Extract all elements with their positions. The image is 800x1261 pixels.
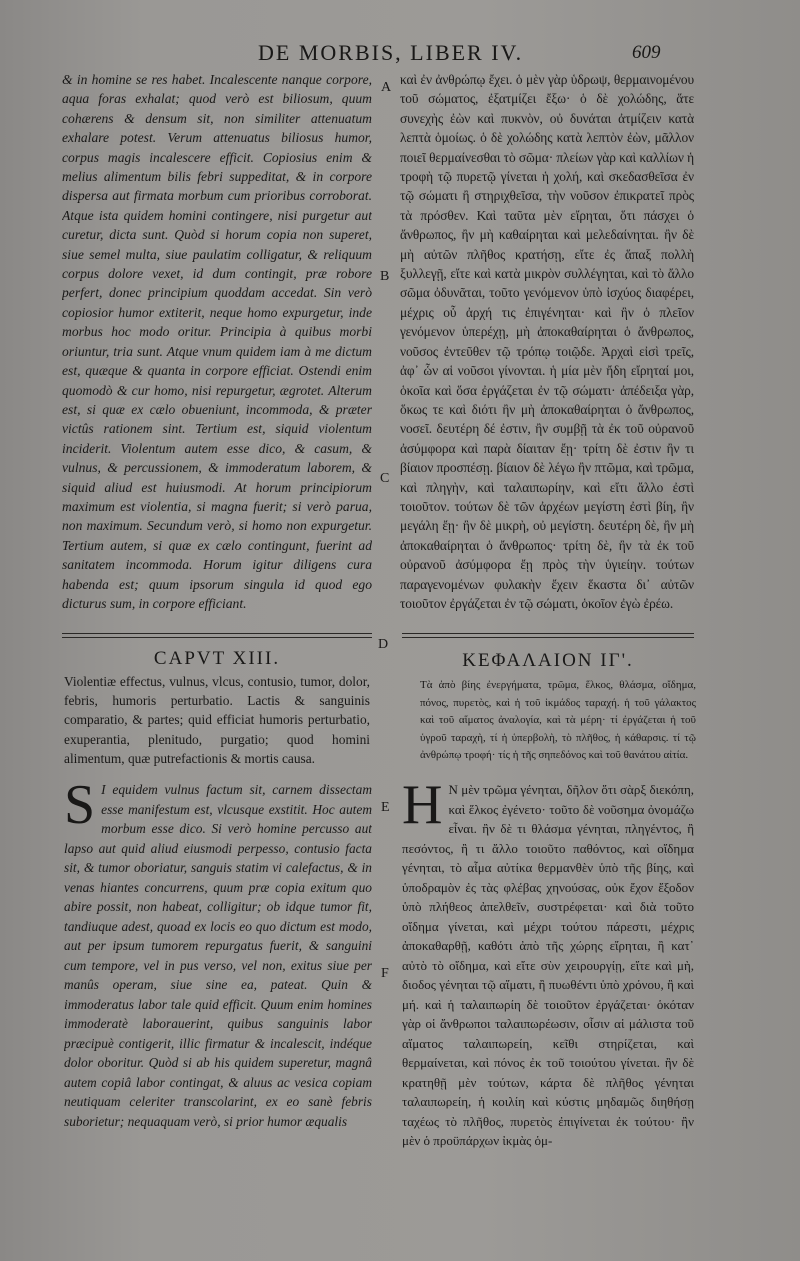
running-head: DE MORBIS, LIBER IV. xyxy=(258,40,524,65)
latin-column-bottom xyxy=(64,780,372,1250)
chapter-heading-latin: CAPVT XIII. xyxy=(153,648,281,669)
latin-column-top xyxy=(62,70,372,624)
chapter-summary-greek: Τὰ ἀπὸ βίης ἐνεργήματα, τρῶμα, ἕλκος, θλάσμα, οἴδημα, πόνος, πυρετὸς, καὶ ἡ τοῦ ἰκμάδος ταραχή. ἡ τοῦ γάλακτος καὶ τοῦ αἵματος ἀναλογία, καὶ τὰ μέρη· τί ἐργάζεται ἡ τοῦ ὑγροῦ ταραχὴ, τί ἡ ὑπερβολὴ, τὸ πλῆθος, ἡ κάθαρσις. τί τῷ ἀνθρώπῳ τροφή· τίς ἡ τῆς σηπεδόνος καὶ τοῦ θανάτου αἰτία. xyxy=(420,679,696,762)
margin-letter-b: B xyxy=(380,269,390,284)
chapter-summary-latin: Violentiæ effectus, vulnus, vlcus, contusio, tumor, dolor, febris, humoris perturbatio. Lactis & sanguinis comparatio, & partes; quid efficiat humoris perturbatio, exuperantia, plenitudo, purgatio; quod homini alimentum, quæ putrefactionis & mortis causa. xyxy=(64,674,370,766)
latin-text-top: & in homine se res habet. Incalescente nanque corpore, aqua foras exhalat; quod verò est biliosum, quum cohærens & densum sit, non similiter attenuatum exhalare potest. Verum attenuatus biliosus humor, corpus magis incalescere efficit. Copiosius enim & melius alimentum bilis febri suppeditat, & in corpore dispersa aut firmata morbum cum prioribus corroborat. Atque ista quidem homini contingere, nisi purgetur aut curetur, dicta sunt. Quòd si horum copia non superet, siue semel multa, siue paulatim colligatur, & reliquum corpus dolore vexet, id dum contingit, præ robore perfert, donec principium quoddam accedat. Sin verò copiosior humor extiterit, neque homo expurgetur, inde morbus hoc modo oritur. Principia à quibus morbi oriuntur, tria sunt. Atque vnum quidem iam à me dictum est, quæque & quanta in corpore efficiat. Ostendi enim quomodò & cur homo, nisi repurgetur, ægrotet. Alterum est, si quæ ex cælo obueniunt, incommoda, & præter victûs rationem sint. Tertium est, siquid violentum inciderit. Violentum autem esse dico, & casum, & vulnus, & percussionem, & immoderatum laborem, & siquid aliud est huiusmodi. At horum principiorum maximum est violentia, si magna fuerit; si verò parua, non maximum. Secundum verò, si homo non expurgetur. Tertium autem, si quæ ex cælo contingunt, fuerint ad sanitatem incommoda. Horum igitur diligens cura habenda est; quum ipsorum singula id quod ego dicturus sum, in corpore efficiant. xyxy=(62,72,372,611)
greek-column-top xyxy=(400,70,694,624)
greek-text-bottom: Ν μὲν τρῶμα γένηται, δῆλον ὅτι σὰρξ διεκόπη, καὶ ἕλκος ἐγένετο· τοῦτο δὲ νοῦσημα ὀνομάζω εἶναι. ἢν δὲ τι θλάσμα γένηται, πληγέντος, ἢ πεσόντος, ἢ τι ἄλλο τοιοῦτο παθόντος, καὶ οἴδημα γένηται, τὸ αἷμα αὐτίκα θερμανθὲν ὑπὸ τῆς βίης, καὶ ὑποδραμὸν ἐς τὰς φλέβας χηνούσας, οὐκ ἔχον ἔξοδον ὑπὸ πλήθεος ἀπελθεῖν, συστρέφεται· καὶ διὰ τοῦτο οἴδημα γίνεται, καὶ μέχρι τούτου πάρεστι, μέχρις ἀποκαθαρθῇ, καθότι ἀπὸ τῆς χώρης εἴρηται, ἢ κατ᾽ αὐτὸ τὸ οἴδημα, καὶ εἴτε σὺν χειρουργίῃ, εἴτε καὶ μὴ, διοδος γένηται τῷ αἵματι, ἢ πυωθέντι ὑπὸ χρόνου, ἢ καὶ μή. καὶ ἡ ταλαιπωρίη δὲ τοιοῦτον ἐργάζεται· ὁκόταν γὰρ οἱ ἄνθρωποι ταλαιπωρέωσιν, οἷσιν αἱ μάλιστα τοῦ αἵματος ταλαιπωρείη, κεῖθι στηρίζεται, καὶ θερμαίνεται, καὶ πόνος ἐκ τοῦ τοιούτου γίνεται. ἢν δὲ κρατηθῇ μὲν τούτων, κάρτα δὲ πλῆθος γένηται ταλαιπωρείη, ἡ κοιλίη καὶ κύστις μηδαμῶς διηθήσῃ ταχέως τὸ πλῆθος, πυρετὸς ἐπιγίνεται ἐκ τούτου· ἢν μὲν ὁ προϋπάρχων ἰκμὰς ὁμ- xyxy=(402,782,694,1148)
section-rule-left xyxy=(62,633,372,634)
section-rule-right-thin xyxy=(402,637,694,638)
chapter-heading-greek: ΚΕΦΑΛΑΙΟΝ ΙΓ'. xyxy=(462,650,634,671)
margin-letter-e: E xyxy=(381,800,390,815)
page-number: 609 xyxy=(632,42,661,63)
greek-dropcap: Η xyxy=(402,780,443,836)
latin-text-bottom: I equidem vulnus factum sit, carnem dissectam esse manifestum est, vlcusque exstitit. Hoc autem morbum esse dico. Si verò homine percusso aut lapso aut quid aliud eiusmodi perpesso, contusio facta sit, & tumor oboriatur, sanguis statim vi calefactus, & in venas hiantes concurrens, quum præ copia exitum quo abire possit, non habeat, colligitur; ob idque tumor fit, tandiuque adest, quoad ex locis eo quo dictum est modo, aut per ipsum tumorem repurgatus fuerit, & sanguini cum tempore, vel in pus verso, vel non, exitus siue per manûs operam, siue sine ea, pateat. Quin & immoderatus labor tale quid efficit. Quum enim homines immoderatè laborauerint, quibus sanguinis labor præcipuè contigerit, illic firmatur & incalescit, indéque dolor oboritur. Quòd si ab his quidem superetur, magnâ autem copiâ labor contingat, & aluus ac vesica copiam neutiquam celeriter transcolarint, ex eo sanè febris suborietur; nequaquam verò, si prior humor æqualis xyxy=(64,782,372,1129)
greek-column-bottom xyxy=(402,780,694,1250)
margin-letter-f: F xyxy=(381,966,389,981)
margin-letter-a: A xyxy=(381,80,392,95)
section-rule-right xyxy=(402,633,694,634)
latin-dropcap: S xyxy=(64,780,96,836)
greek-text-top: καὶ ἐν ἀνθρώπῳ ἔχει. ὁ μὲν γὰρ ὑδρωψ, θερμαινομένου τοῦ σώματος, ἐξατμίζει ἔξω· ὁ δὲ χολώδης, ἅτε συνεχὴς ἐὼν καὶ πυκνὸν, οὐ δυνάται ἀτμίζειν κατὰ λεπτὰ ὁμοίως. ὁ δὲ χολώδης κατὰ λεπτὸν ἐὼν, μᾶλλον ποιεῖ θερμαίνεσθαι τὸ σῶμα· πλείων γὰρ καὶ καλλίων ἡ τροφὴ τῷ πυρετῷ γίνεται ἡ χολή, καὶ σκεδασθεῖσα ἐν τῷ σώματι ἢ στηριχθεῖσα, τὴν νοῦσον ἐπικρατεῖ πρὸς τὰ πρόσθεν. Καὶ ταῦτα μὲν εἴρηται, ὅτι πάσχει ὁ ἄνθρωπος, ἢν μὴ καθαίρηται καὶ μελεδαίνηται. ἢν δὲ μὴ αὐτῶν πλῆθος κρατήσῃ, εἴτε ἐς ἅπαξ πολλὴ ξυλλεγῇ, εἴτε καὶ κατὰ μικρὸν συλλέγηται, καὶ τὸ ἄλλο σῶμα ὀδυνᾶται, τοῦτο γενόμενον ὑπὸ ἰσχύος διαφέρει, μέχρις οὗ ἀρχή τις ἐπιγένηται· καὶ ἢν ὁ πλεῖον γενόμενον ὑπερέχῃ, μὴ ἀποκαθαίρηται ὁ ἄνθρωπος, νοῦσος ἐντεῦθεν τῷ τρόπῳ τοιῷδε. Ἀρχαὶ εἰσὶ τρεῖς, ἀφ᾽ ὧν αἱ νοῦσοι γίνονται. ἡ μία μὲν ἤδη εἴρηταί μοι, ὁκοῖα καὶ ὅσα ἐργάζεται ἐν τῷ σώματι· ἀπέδειξα γὰρ, ὅκως τε καὶ διότι ἢν μὴ ἀποκαθαίρηται ὁ ἄνθρωπος, νοσεῖ. δευτέρη δέ ἐστιν, ἢν συμβῇ τὰ ἐκ τοῦ οὐρανοῦ ἀσύμφορα καὶ παρὰ δίαιταν ἔῃ· τρίτη δὲ ἐστιν ἢν τι βίαιον προσπέσῃ. βίαιον δὲ λέγω ἢν πτῶμα, καὶ τρῶμα, καὶ πληγὴν, καὶ ταλαιπωρίην, καὶ εἴτι ἄλλο ἐστὶ τοιοῦτον. τούτων δὲ τῶν ἀρχέων μεγίστη ἐστὶ βίη, ἢν μεγάλη ἔῃ· ἢν δὲ μικρὴ, οὐ μεγίστη. δευτέρη δὲ, ἢν μὴ ἀποκαθαίρηται ὁ ἄνθρωπος· τρίτη δὲ, ἢν τὰ ἐκ τοῦ οὐρανοῦ ἀσύμφορα ἔῃ πρὸς τὴν ὑγιείην. τούτων παραγενομένων φυλακὴν ἔχειν ἕκαστα δι᾽ αὐτῶν τοιοῦτον ἐργάζεται ἐν τῷ σώματι, ὁκοῖον ἐγὼ ἐρέω. xyxy=(400,72,694,611)
margin-letter-d: D xyxy=(378,637,389,652)
section-rule-left-thin xyxy=(62,637,372,638)
margin-letter-c: C xyxy=(380,471,390,486)
